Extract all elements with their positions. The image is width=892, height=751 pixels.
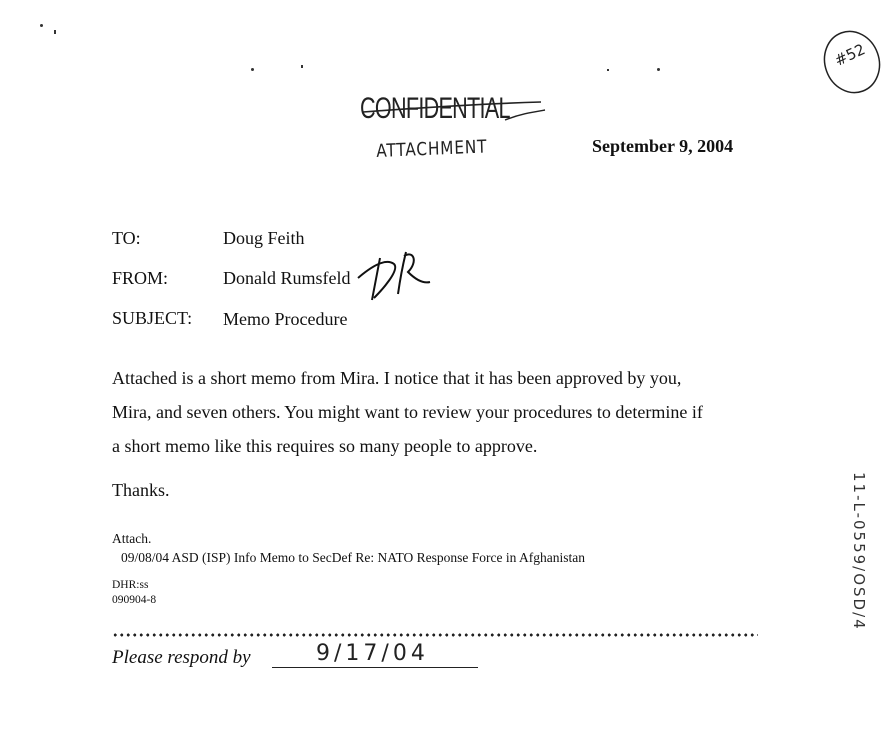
subject-label: SUBJECT: — [112, 308, 193, 328]
margin-document-number: 11-L-0559/OSD/4 — [850, 472, 868, 631]
to-label: TO: — [112, 228, 141, 248]
speck — [251, 68, 254, 71]
memo-date: September 9, 2004 — [592, 136, 734, 156]
body-line: a short memo like this requires so many people to approve. — [112, 436, 538, 456]
respond-by-label: Please respond by — [112, 647, 251, 668]
closing: Thanks. — [112, 480, 170, 500]
from-label: FROM: — [112, 268, 169, 288]
speck — [40, 24, 43, 27]
attachment-handwritten-note: ATTACHMENT — [376, 136, 488, 162]
speck — [301, 65, 303, 68]
handwritten-initials-signature — [352, 244, 442, 304]
respond-due-date: 9/17/04 — [316, 641, 429, 666]
speck — [657, 68, 660, 71]
speck — [607, 69, 609, 71]
body-line: Attached is a short memo from Mira. I notice that it has been approved by you, — [112, 368, 682, 388]
from-value: Donald Rumsfeld — [223, 268, 351, 288]
body-line: Mira, and seven others. You might want to review your procedures to determine if — [112, 402, 703, 422]
reference-initials: DHR:ss — [112, 579, 149, 591]
to-value: Doug Feith — [223, 228, 305, 248]
speck — [54, 30, 56, 34]
attach-label: Attach. — [112, 531, 152, 546]
memo-body — [112, 361, 792, 463]
respond-date-line — [272, 667, 478, 668]
stamp-number: #52 — [831, 40, 868, 70]
subject-value: Memo Procedure — [223, 309, 348, 329]
reference-code: 090904-8 — [112, 594, 157, 606]
attachment-item: 09/08/04 ASD (ISP) Info Memo to SecDef Re: NATO Response Force in Afghanistan — [121, 550, 585, 565]
classification-marking: CONFIDENTIAL — [360, 92, 510, 125]
dotted-divider — [112, 632, 758, 638]
classification-strikethrough — [355, 90, 555, 130]
